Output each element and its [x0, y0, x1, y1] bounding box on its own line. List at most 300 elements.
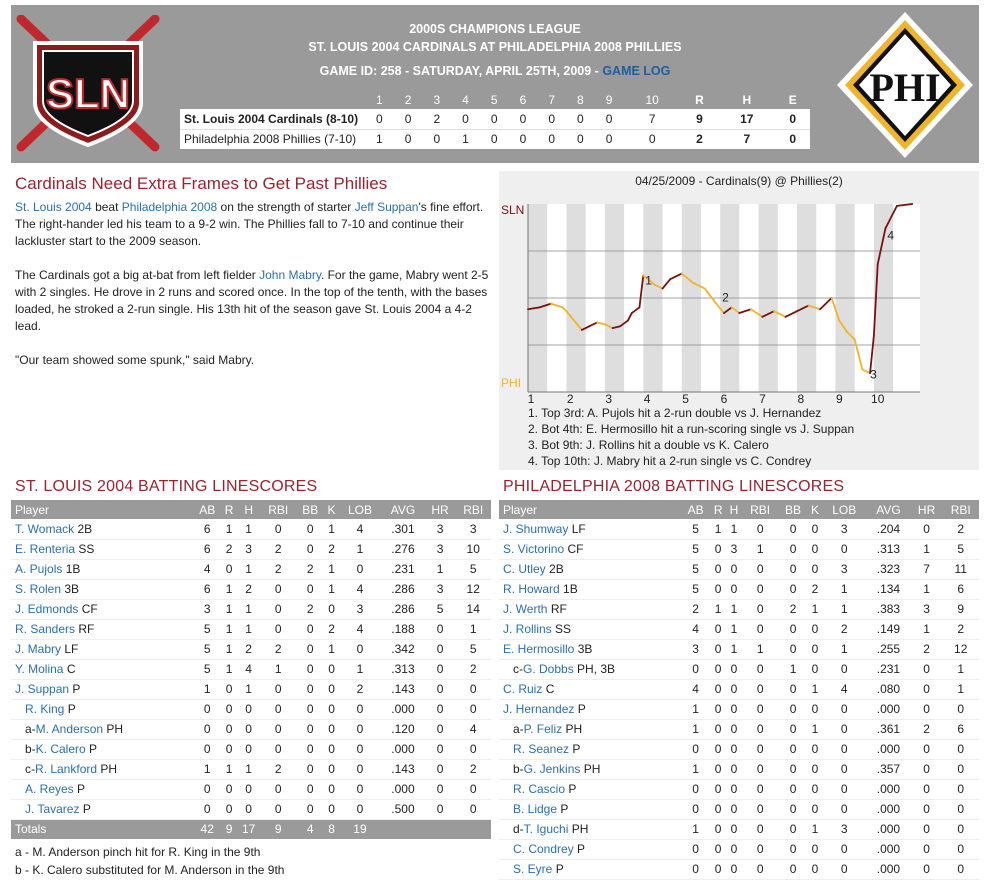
- stat-cell: 0: [425, 779, 456, 799]
- stat-cell: 0: [221, 679, 236, 699]
- stat-cell: 0: [742, 599, 779, 619]
- stat-cell: 2: [911, 719, 943, 739]
- event-marker: 4: [887, 228, 895, 243]
- stat-cell: 2: [221, 539, 236, 559]
- stat-cell: 2: [808, 579, 823, 599]
- stat-cell: .000: [381, 779, 424, 799]
- stat-cell: 4: [339, 579, 382, 599]
- inning-label: 6: [720, 392, 728, 406]
- player-entry: [503, 862, 564, 876]
- stat-cell: 1: [822, 639, 866, 659]
- player-cell: [11, 659, 193, 679]
- stat-cell: 0: [742, 799, 779, 819]
- stat-cell: .080: [866, 679, 911, 699]
- stat-cell: 2: [296, 559, 324, 579]
- table-row: [11, 539, 491, 559]
- stat-cell: 1: [822, 579, 866, 599]
- phi-logo-text: PHI: [869, 65, 941, 110]
- column-header: AVG: [381, 500, 424, 519]
- wpa-chart-svg: [499, 171, 979, 470]
- stat-cell: 0: [296, 659, 324, 679]
- sln-logo-text: SLN: [46, 70, 130, 117]
- stat-cell: 1: [221, 639, 236, 659]
- player-cell: [11, 559, 193, 579]
- stat-cell: 0: [822, 539, 866, 559]
- sub-prefix: c-: [513, 662, 523, 676]
- player-position: 1B: [65, 562, 81, 576]
- stat-cell: 1: [822, 599, 866, 619]
- stat-cell: 0: [710, 659, 726, 679]
- player-position: P: [89, 742, 98, 756]
- inning-score: 2: [422, 109, 451, 129]
- inning-score: 0: [605, 132, 613, 147]
- stat-cell: 0: [710, 759, 726, 779]
- player-link[interactable]: Jeff Suppan: [354, 200, 419, 214]
- player-position: P: [577, 842, 586, 856]
- player-cell: [11, 639, 193, 659]
- event-legend-item: 4. Top 10th: J. Mabry hit a 2-run single vs C. Condrey: [528, 454, 812, 468]
- player-link[interactable]: K. Calero: [35, 742, 86, 756]
- game-log-link[interactable]: GAME LOG: [602, 64, 671, 78]
- column-header: K: [324, 500, 338, 519]
- stat-cell: 1: [726, 619, 742, 639]
- stat-cell: 0: [261, 699, 297, 719]
- stat-cell: 0: [261, 599, 297, 619]
- stat-cell: 0: [808, 519, 823, 539]
- stat-cell: 0: [942, 779, 979, 799]
- stat-cell: 0: [822, 659, 866, 679]
- player-link[interactable]: E. Hermosillo: [503, 642, 575, 656]
- player-link[interactable]: P. Feliz: [523, 722, 563, 736]
- stat-cell: 12: [455, 579, 491, 599]
- player-entry: [503, 582, 578, 596]
- column-header: HR: [911, 500, 943, 519]
- inning-score: 0: [490, 132, 498, 147]
- table-row: [499, 539, 979, 559]
- player-link[interactable]: M. Anderson: [35, 722, 104, 736]
- table-row: [11, 619, 491, 639]
- player-entry: [15, 542, 94, 556]
- stat-cell: 1: [261, 659, 297, 679]
- player-cell: [499, 599, 681, 619]
- stat-cell: 0: [778, 559, 807, 579]
- player-link[interactable]: T. Womack: [15, 521, 75, 536]
- player-link[interactable]: A. Reyes: [25, 782, 74, 796]
- player-position: P: [555, 862, 564, 876]
- table-row: [499, 839, 979, 859]
- stat-cell: 2: [339, 679, 382, 699]
- player-entry: [503, 802, 568, 816]
- stat-cell: .000: [866, 779, 911, 799]
- stat-cell: 0: [261, 679, 297, 699]
- table-row: [11, 759, 491, 779]
- stat-cell: 0: [425, 799, 456, 819]
- stat-cell: 2: [778, 599, 807, 619]
- player-entry: [503, 622, 571, 636]
- player-link[interactable]: S. Eyre: [513, 862, 553, 876]
- stat-cell: 0: [778, 799, 807, 819]
- stat-cell: 0: [710, 539, 726, 559]
- stat-cell: 0: [261, 619, 297, 639]
- stat-cell: 0: [261, 519, 297, 539]
- stat-cell: 1: [742, 639, 779, 659]
- stat-cell: 0: [339, 719, 382, 739]
- player-link[interactable]: R. Seanez: [513, 742, 570, 756]
- player-link[interactable]: B. Lidge: [513, 802, 558, 816]
- stat-cell: 0: [808, 659, 823, 679]
- stat-cell: .342: [381, 639, 424, 659]
- stat-cell: 0: [942, 839, 979, 859]
- player-link[interactable]: G. Dobbs: [523, 662, 574, 676]
- player-entry: [503, 782, 576, 796]
- recap-text: 's fine effort. The right-hander led his team to a 9-2 win. The Phillies fall to 7-10 and continue their lackluster start to the 2009 season.: [15, 200, 484, 248]
- stat-cell: 0: [911, 739, 943, 759]
- table-row: [499, 799, 979, 819]
- player-link[interactable]: J. Edmonds: [15, 602, 79, 616]
- stat-cell: 3: [726, 539, 742, 559]
- player-cell: [11, 539, 193, 559]
- player-link[interactable]: E. Renteria: [15, 542, 76, 556]
- stat-cell: 0: [339, 639, 382, 659]
- player-position: P: [577, 702, 586, 716]
- player-position: PH: [100, 762, 118, 776]
- player-link[interactable]: R. Howard: [503, 582, 560, 596]
- stat-cell: 1: [193, 759, 221, 779]
- player-link[interactable]: C. Condrey: [513, 842, 574, 856]
- table-row: [11, 799, 491, 819]
- table-row: [499, 859, 979, 879]
- player-entry: [15, 742, 97, 756]
- stat-cell: .231: [866, 659, 911, 679]
- stat-cell: 0: [942, 819, 979, 839]
- stat-cell: 0: [681, 779, 710, 799]
- stat-cell: 0: [710, 679, 726, 699]
- stat-cell: 0: [911, 859, 943, 879]
- stat-cell: 0: [808, 699, 823, 719]
- stat-cell: .000: [381, 699, 424, 719]
- player-position: 2B: [549, 562, 564, 576]
- stat-cell: 0: [425, 739, 456, 759]
- stat-cell: 0: [221, 799, 236, 819]
- player-cell: [499, 559, 681, 579]
- stat-cell: 0: [296, 719, 324, 739]
- player-link[interactable]: T. Iguchi: [523, 822, 569, 836]
- table-row: [11, 719, 491, 739]
- inning-label: 2: [566, 392, 574, 406]
- stat-cell: 0: [681, 659, 710, 679]
- player-entry: [15, 762, 117, 776]
- stat-cell: 0: [778, 579, 807, 599]
- batting-header-row: [499, 500, 979, 519]
- stat-cell: 0: [778, 519, 807, 539]
- event-marker: 1: [645, 273, 652, 288]
- sub-prefix: b-: [513, 762, 524, 776]
- player-position: 3B: [577, 642, 593, 656]
- player-cell: [11, 679, 193, 699]
- sln-logo: [13, 15, 163, 155]
- player-link[interactable]: S. Rolen: [15, 582, 62, 596]
- stat-cell: 0: [193, 739, 221, 759]
- stat-cell: 0: [710, 579, 726, 599]
- total-cell: 8: [324, 819, 338, 839]
- player-link[interactable]: J. Werth: [503, 602, 548, 616]
- stat-cell: 0: [425, 619, 456, 639]
- stat-cell: 0: [425, 659, 456, 679]
- stat-cell: 1: [726, 639, 742, 659]
- stat-cell: 0: [425, 679, 456, 699]
- stat-cell: 1: [808, 679, 823, 699]
- player-cell: [11, 759, 193, 779]
- linescore-header: [180, 91, 810, 109]
- inning-score: 0: [451, 109, 480, 129]
- player-link[interactable]: R. King: [25, 702, 65, 716]
- linescore-row-home: [180, 129, 810, 149]
- player-position: LF: [571, 521, 586, 536]
- inning-header: 9: [595, 91, 624, 109]
- player-link[interactable]: Y. Molina: [15, 662, 64, 676]
- stat-cell: 3: [822, 559, 866, 579]
- player-link[interactable]: R. Sanders: [15, 622, 76, 636]
- stat-cell: 0: [339, 559, 382, 579]
- stat-cell: 1: [339, 659, 382, 679]
- stat-cell: 0: [778, 859, 807, 879]
- player-position: SS: [555, 622, 572, 636]
- player-link[interactable]: C. Ruiz: [503, 682, 543, 696]
- stat-cell: 0: [237, 779, 261, 799]
- player-entry: [503, 522, 586, 536]
- player-entry: [15, 802, 91, 816]
- stat-cell: 0: [742, 699, 779, 719]
- stat-cell: 1: [324, 639, 338, 659]
- stat-cell: 3: [193, 599, 221, 619]
- player-entry: [503, 722, 582, 736]
- stat-cell: 0: [324, 599, 338, 619]
- table-row: [499, 819, 979, 839]
- player-cell: [499, 839, 681, 859]
- inning-score: 0: [566, 109, 595, 129]
- inning-score: 0: [509, 109, 538, 129]
- player-position: C: [545, 682, 555, 696]
- player-entry: [503, 762, 600, 776]
- player-link[interactable]: S. Victorino: [503, 542, 565, 556]
- stat-cell: 0: [339, 699, 382, 719]
- stat-cell: 0: [822, 739, 866, 759]
- table-row: [499, 759, 979, 779]
- inning-score: 0: [404, 132, 412, 147]
- sub-prefix: c-: [25, 762, 35, 776]
- player-link[interactable]: J. Suppan: [15, 682, 70, 696]
- stat-cell: 0: [942, 699, 979, 719]
- total-cell: 42: [193, 819, 221, 839]
- stat-cell: .357: [866, 759, 911, 779]
- stat-cell: 0: [726, 679, 742, 699]
- stat-cell: 0: [455, 739, 491, 759]
- stat-cell: 2: [261, 759, 297, 779]
- player-cell: [11, 799, 193, 819]
- stat-cell: 1: [221, 599, 236, 619]
- inning-label: 5: [682, 392, 689, 406]
- inning-score: 0: [480, 109, 509, 129]
- team-link[interactable]: Philadelphia 2008: [121, 200, 218, 214]
- player-entry: [15, 782, 85, 796]
- stat-cell: 0: [808, 619, 823, 639]
- stat-cell: .000: [381, 739, 424, 759]
- sub-prefix: d-: [513, 822, 524, 836]
- player-link[interactable]: J. Tavarez: [25, 802, 80, 816]
- stat-cell: 0: [339, 759, 382, 779]
- stat-cell: 3: [681, 639, 710, 659]
- stat-cell: 0: [778, 619, 807, 639]
- total-cell: 17: [237, 819, 261, 839]
- table-row: [499, 739, 979, 759]
- stat-cell: 0: [681, 839, 710, 859]
- stat-cell: 1: [808, 719, 823, 739]
- stat-cell: 0: [808, 639, 823, 659]
- player-entry: [15, 622, 94, 636]
- stat-cell: 2: [237, 579, 261, 599]
- table-row: [11, 559, 491, 579]
- stat-cell: .231: [381, 559, 424, 579]
- stat-cell: 1: [221, 759, 236, 779]
- inning-score: 1: [462, 132, 469, 147]
- stat-cell: 0: [742, 659, 779, 679]
- errors-total: 0: [775, 109, 810, 129]
- player-cell: [11, 599, 193, 619]
- stat-cell: .188: [381, 619, 424, 639]
- column-header: BB: [296, 500, 324, 519]
- recap-paragraph: [15, 267, 490, 335]
- stat-cell: 0: [742, 519, 779, 539]
- stat-cell: 3: [237, 539, 261, 559]
- player-position: PH: [583, 762, 601, 776]
- player-cell: [11, 779, 193, 799]
- stat-cell: .255: [866, 639, 911, 659]
- stat-cell: 0: [742, 679, 779, 699]
- player-position: RF: [550, 602, 567, 616]
- stat-cell: .500: [381, 799, 424, 819]
- stat-cell: 0: [193, 799, 221, 819]
- player-entry: [15, 522, 92, 536]
- sub-note: a - M. Anderson pinch hit for R. King in the 9th: [15, 845, 261, 859]
- player-link[interactable]: J. Hernandez: [503, 702, 575, 716]
- hits-total: 7: [743, 132, 751, 147]
- stat-cell: 0: [742, 559, 779, 579]
- stat-cell: 0: [324, 799, 338, 819]
- stat-cell: 0: [822, 839, 866, 859]
- hits-header: H: [718, 91, 775, 109]
- player-link[interactable]: R. Cascio: [513, 782, 566, 796]
- stat-cell: 7: [911, 559, 943, 579]
- stat-cell: 2: [455, 659, 491, 679]
- stat-cell: 0: [911, 819, 943, 839]
- player-link[interactable]: J. Mabry: [15, 642, 62, 656]
- player-cell: [11, 619, 193, 639]
- stat-cell: 0: [726, 859, 742, 879]
- player-link[interactable]: J. Shumway: [503, 521, 569, 536]
- player-entry: [15, 562, 80, 576]
- stat-cell: 0: [911, 759, 943, 779]
- sub-note: b - K. Calero substituted for M. Anderson in the 9th: [15, 863, 285, 877]
- stat-cell: 1: [681, 819, 710, 839]
- table-row: [11, 659, 491, 679]
- stat-cell: 0: [742, 739, 779, 759]
- table-row: [499, 519, 979, 539]
- stat-cell: 0: [808, 799, 823, 819]
- stat-cell: 6: [193, 539, 221, 559]
- stat-cell: 5: [942, 539, 979, 559]
- stat-cell: 4: [455, 719, 491, 739]
- stat-cell: 1: [237, 619, 261, 639]
- stat-cell: 1: [425, 559, 456, 579]
- stat-cell: 0: [455, 799, 491, 819]
- inning-header: 5: [480, 91, 509, 109]
- stat-cell: 0: [808, 859, 823, 879]
- stat-cell: 0: [710, 639, 726, 659]
- stat-cell: 0: [710, 719, 726, 739]
- stat-cell: 1: [742, 539, 779, 559]
- column-header: RBI: [261, 500, 297, 519]
- recap-text: The Cardinals got a big at-bat from left fielder: [15, 268, 260, 282]
- player-link[interactable]: J. Rollins: [503, 622, 552, 636]
- player-link[interactable]: John Mabry: [259, 268, 321, 282]
- stat-cell: 0: [726, 719, 742, 739]
- stat-cell: 1: [710, 599, 726, 619]
- stat-cell: 5: [193, 619, 221, 639]
- stat-cell: .000: [866, 699, 911, 719]
- player-position: P: [72, 682, 81, 696]
- stat-cell: 0: [742, 619, 779, 639]
- player-link[interactable]: R. Lankford: [35, 762, 98, 776]
- stat-cell: 2: [455, 759, 491, 779]
- player-link[interactable]: A. Pujols: [15, 562, 63, 576]
- stat-cell: 0: [822, 799, 866, 819]
- total-cell: [425, 819, 456, 839]
- inning-label: 4: [643, 392, 651, 406]
- stat-cell: 0: [778, 719, 807, 739]
- stat-cell: 2: [324, 619, 338, 639]
- player-link[interactable]: C. Utley: [503, 562, 546, 576]
- recap-headline: Cardinals Need Extra Frames to Get Past Phillies: [15, 174, 388, 193]
- table-row: [499, 619, 979, 639]
- player-link[interactable]: G. Jenkins: [523, 762, 581, 776]
- stat-cell: 1: [324, 559, 338, 579]
- player-entry: [15, 662, 76, 676]
- stat-cell: 0: [710, 779, 726, 799]
- stat-cell: .000: [866, 799, 911, 819]
- table-row: [499, 639, 979, 659]
- event-legend-item: 1. Top 3rd: A. Pujols hit a 2-run double vs J. Hernandez: [528, 406, 822, 420]
- inning-label: 1: [527, 392, 535, 406]
- errors-total: 0: [789, 132, 797, 147]
- stat-cell: 1: [726, 599, 742, 619]
- stat-cell: 6: [193, 579, 221, 599]
- player-cell: [499, 539, 681, 559]
- stat-cell: 2: [822, 619, 866, 639]
- stat-cell: 0: [942, 799, 979, 819]
- stat-cell: 3: [425, 539, 456, 559]
- stat-cell: 1: [237, 559, 261, 579]
- stat-cell: 0: [742, 759, 779, 779]
- stat-cell: 1: [237, 599, 261, 619]
- stat-cell: 0: [710, 559, 726, 579]
- stat-cell: 0: [710, 739, 726, 759]
- recap-text: beat: [91, 200, 122, 214]
- table-row: [499, 679, 979, 699]
- player-cell: [11, 699, 193, 719]
- inning-score: 0: [595, 109, 624, 129]
- team-link[interactable]: St. Louis 2004: [15, 200, 92, 214]
- stat-cell: 0: [455, 699, 491, 719]
